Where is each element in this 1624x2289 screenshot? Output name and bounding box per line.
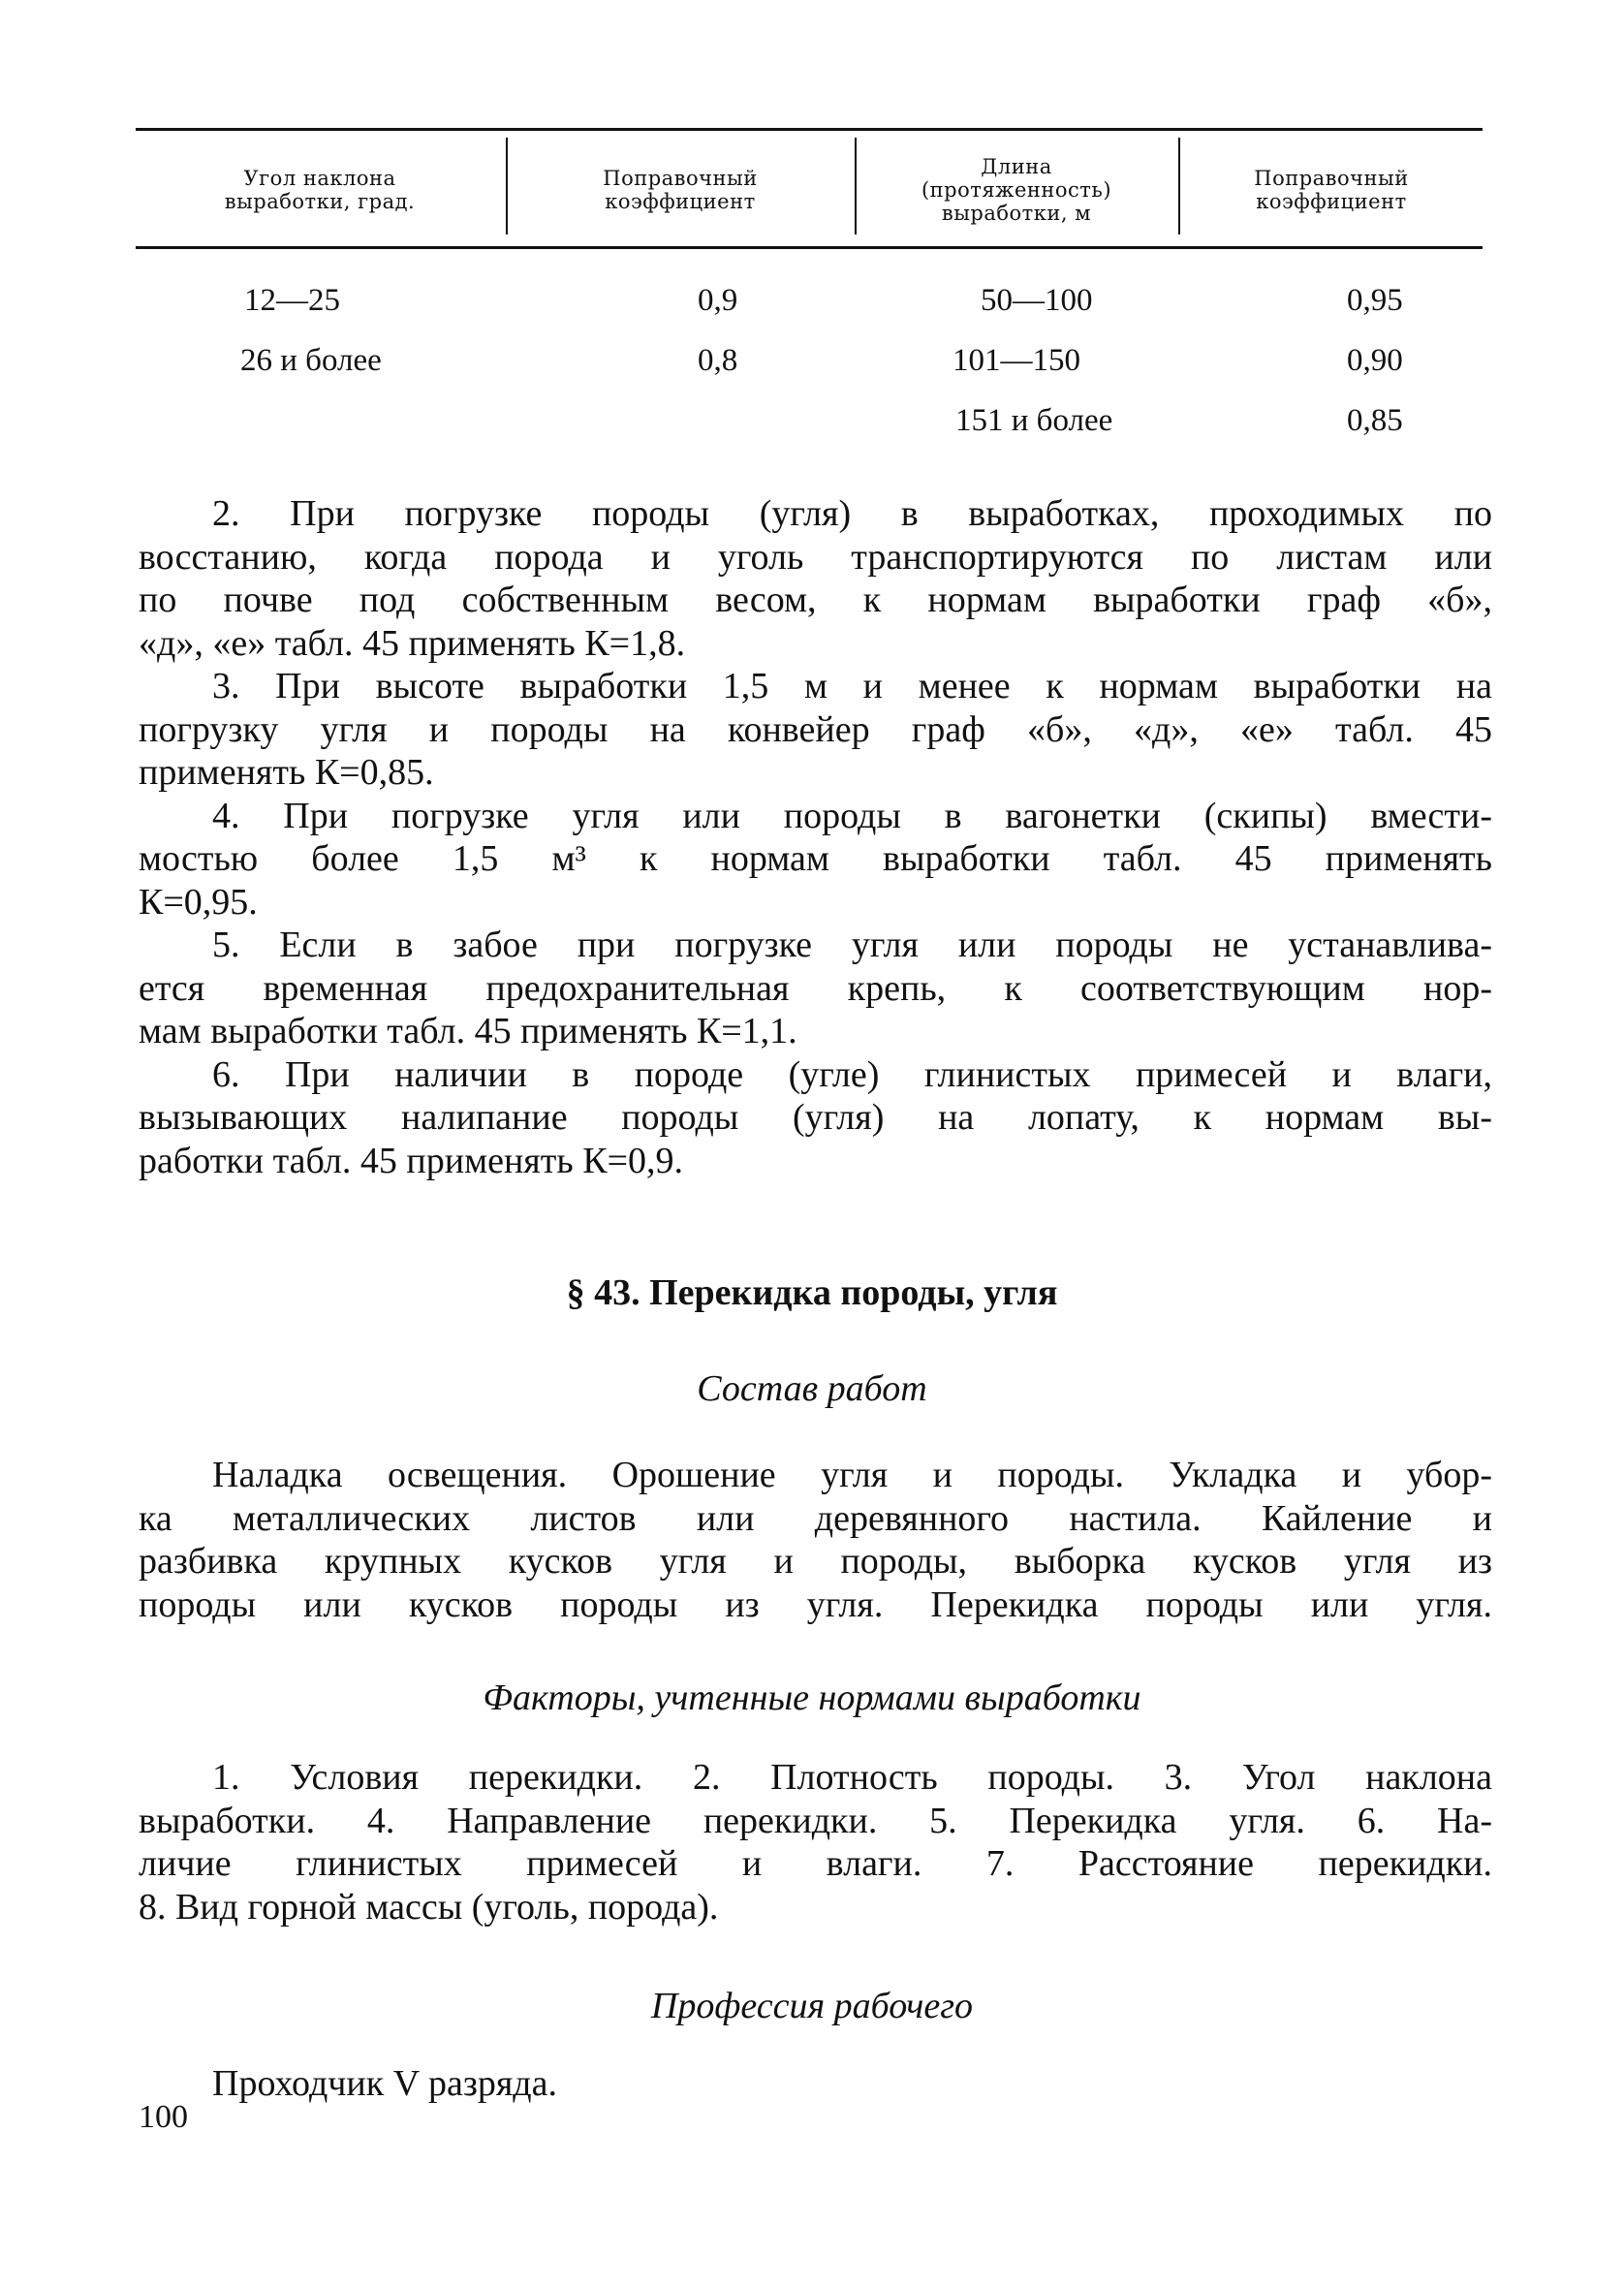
table-cell-length: 151 и более	[955, 403, 1113, 438]
table-cell-length: 101—150	[953, 343, 1080, 378]
table-header-rule	[136, 246, 1483, 249]
note-line: 4. При погрузке угля или породы в вагонетки (скипы) вмести-	[212, 795, 1492, 836]
paragraph-line: личие глинистых примесей и влаги. 7. Расстояние перекидки.	[139, 1843, 1492, 1884]
table-header-length: Длина (протяженность) выработки, м	[921, 155, 1112, 225]
page-number: 100	[139, 2099, 188, 2135]
table-top-rule	[136, 128, 1483, 131]
note-line: погрузку угля и породы на конвейер граф «б», «д», «е» табл. 45	[139, 708, 1492, 750]
note-3	[139, 665, 1492, 795]
table-cell-coefficient: 0,95	[1347, 283, 1403, 318]
factors-text	[139, 1756, 1492, 1928]
table-cell-coefficient: 0,85	[1347, 403, 1403, 438]
table-header-coefficient-2: Поправочный коэффициент	[1254, 167, 1409, 213]
note-line: 5. Если в забое при погрузке угля или породы не устанавлива-	[212, 925, 1492, 965]
table-cell-coefficient: 0,90	[1347, 343, 1403, 378]
work-composition-text	[139, 1454, 1492, 1626]
paragraph-line: выработки. 4. Направление перекидки. 5. Перекидка угля. 6. На-	[139, 1800, 1492, 1841]
profession-heading: Профессия рабочего	[650, 1986, 974, 2026]
table-cell-angle: 26 и более	[240, 343, 382, 378]
table-cell-coefficient: 0,8	[698, 343, 738, 378]
note-line: К=0,95.	[139, 881, 258, 923]
table-cell-angle: 12—25	[244, 283, 340, 318]
paragraph-line: Наладка освещения. Орошение угля и породы. Укладка и убор-	[212, 1455, 1492, 1495]
factors-heading: Факторы, учтенные нормами выработки	[483, 1678, 1141, 1718]
profession-text-block	[139, 2062, 1492, 2106]
note-line: по почве под собственным весом, к нормам выработки граф «б»,	[139, 580, 1492, 620]
note-line: 3. При высоте выработки 1,5 м и менее к нормам выработки на	[212, 666, 1492, 706]
notes-block	[139, 492, 1492, 1182]
note-line: работки табл. 45 применять К=0,9.	[139, 1140, 684, 1181]
note-2	[139, 492, 1492, 665]
table-header-angle: Угол наклона выработки, град.	[224, 167, 416, 213]
note-line: вызывающих налипание породы (угля) на лопату, к нормам вы-	[139, 1097, 1492, 1138]
note-4	[139, 795, 1492, 925]
work-composition-heading: Состав работ	[697, 1368, 927, 1409]
table-cell-length: 50—100	[981, 283, 1093, 318]
note-line: 6. При наличии в породе (угле) глинистых примесей и влаги,	[212, 1053, 1492, 1095]
paragraph-line: ка металлических листов или деревянного настила. Кайление и	[139, 1497, 1492, 1539]
profession-text: Проходчик V разряда.	[212, 2063, 558, 2104]
note-line: «д», «е» табл. 45 применять К=1,8.	[139, 622, 686, 664]
paragraph-line: 8. Вид горной массы (уголь, порода).	[139, 1886, 719, 1928]
paragraph-line: разбивка крупных кусков угля и породы, выборка кусков угля из	[139, 1541, 1492, 1582]
note-line: мостью более 1,5 м³ к нормам выработки табл. 45 применять	[139, 838, 1492, 879]
note-line: применять К=0,85.	[139, 752, 434, 793]
paragraph-line: 1. Условия перекидки. 2. Плотность породы. 3. Угол наклона	[212, 1757, 1492, 1798]
paragraph-line: породы или кусков породы из угля. Перекидка породы или угля.	[139, 1583, 1492, 1625]
table-header-coefficient-1: Поправочный коэффициент	[603, 167, 758, 213]
note-line: ется временная предохранительная крепь, к соответствующим нор-	[139, 967, 1492, 1009]
note-5	[139, 924, 1492, 1053]
note-line: восстанию, когда порода и уголь транспортируются по листам или	[139, 536, 1492, 578]
section-title: § 43. Перекидка породы, угля	[566, 1272, 1058, 1313]
note-line: мам выработки табл. 45 применять К=1,1.	[139, 1011, 797, 1051]
note-line: 2. При погрузке породы (угля) в выработках, проходимых по	[212, 493, 1492, 534]
note-6	[139, 1053, 1492, 1183]
table-cell-coefficient: 0,9	[698, 283, 738, 318]
